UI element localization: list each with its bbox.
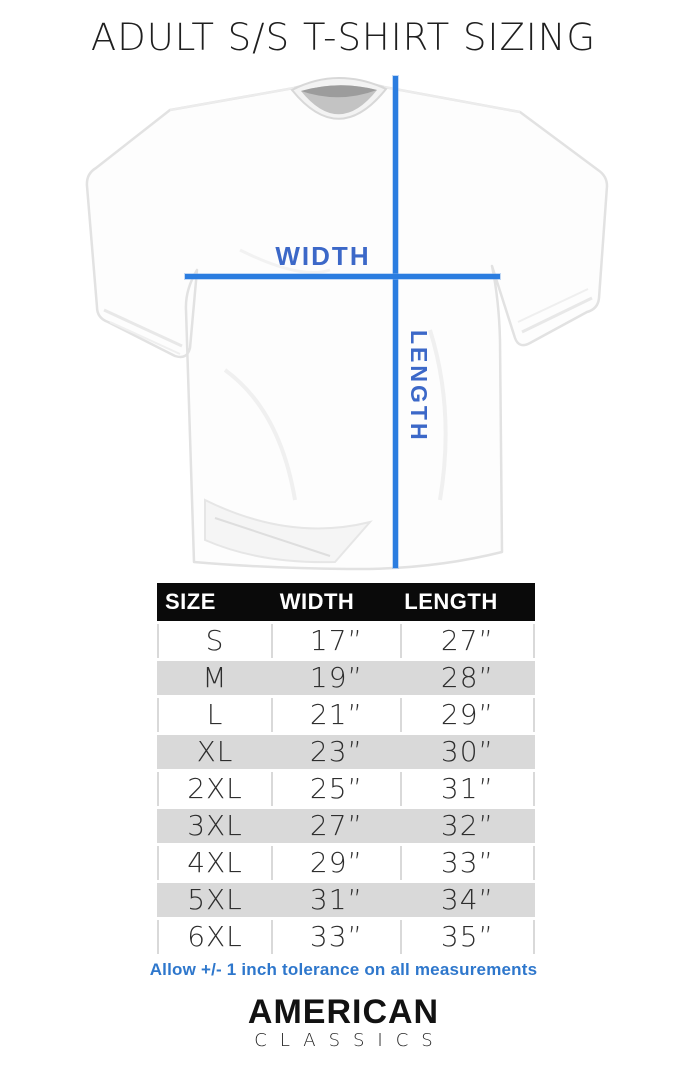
width-label: WIDTH <box>275 241 371 271</box>
tshirt-illustration <box>0 70 687 575</box>
tshirt-diagram <box>0 70 687 575</box>
cell-width: 33” <box>273 920 400 954</box>
cell-width: 23” <box>309 735 364 768</box>
width-measure-line <box>185 274 500 279</box>
cell-length: 30” <box>440 735 495 768</box>
cell-size: 5XL <box>187 883 243 916</box>
cell-length: 28” <box>440 661 495 694</box>
brand-logo <box>0 994 687 1052</box>
table-row <box>157 883 535 917</box>
table-row <box>157 698 535 732</box>
brand-name: AMERICAN <box>247 993 440 1031</box>
table-row <box>157 661 535 695</box>
cell-size: M <box>202 661 228 694</box>
tolerance-note: Allow +/- 1 inch tolerance on all measurements <box>149 960 538 979</box>
length-measure-line <box>393 76 398 568</box>
table-row <box>157 772 535 806</box>
cell-length: 34” <box>440 883 495 916</box>
cell-length: 33” <box>402 846 533 880</box>
cell-width: 31” <box>309 883 364 916</box>
cell-width: 27” <box>309 809 364 842</box>
header-width: WIDTH <box>279 589 355 614</box>
cell-width: 29” <box>273 846 400 880</box>
table-row <box>157 624 535 658</box>
cell-length: 32” <box>440 809 495 842</box>
cell-width: 17” <box>273 624 400 658</box>
cell-size: L <box>159 698 271 732</box>
table-row <box>157 735 535 769</box>
table-row <box>157 846 535 880</box>
header-size: SIZE <box>165 589 216 614</box>
cell-size: 6XL <box>159 920 271 954</box>
size-chart-table <box>157 583 535 954</box>
cell-width: 19” <box>309 661 364 694</box>
cell-length: 31” <box>402 772 533 806</box>
header-length: LENGTH <box>404 589 498 614</box>
cell-width: 21” <box>273 698 400 732</box>
cell-length: 27” <box>402 624 533 658</box>
cell-length: 35” <box>402 920 533 954</box>
table-row <box>157 809 535 843</box>
cell-size: XL <box>196 735 234 768</box>
length-label: LENGTH <box>406 330 432 443</box>
cell-size: 3XL <box>187 809 243 842</box>
page-title: ADULT S/S T-SHIRT SIZING <box>90 16 597 59</box>
cell-width: 25” <box>273 772 400 806</box>
table-header-row <box>157 583 535 621</box>
cell-length: 29” <box>402 698 533 732</box>
cell-size: 4XL <box>159 846 271 880</box>
cell-size: S <box>159 624 271 658</box>
table-row <box>157 920 535 954</box>
cell-size: 2XL <box>159 772 271 806</box>
brand-subname: CLASSICS <box>254 1030 446 1051</box>
